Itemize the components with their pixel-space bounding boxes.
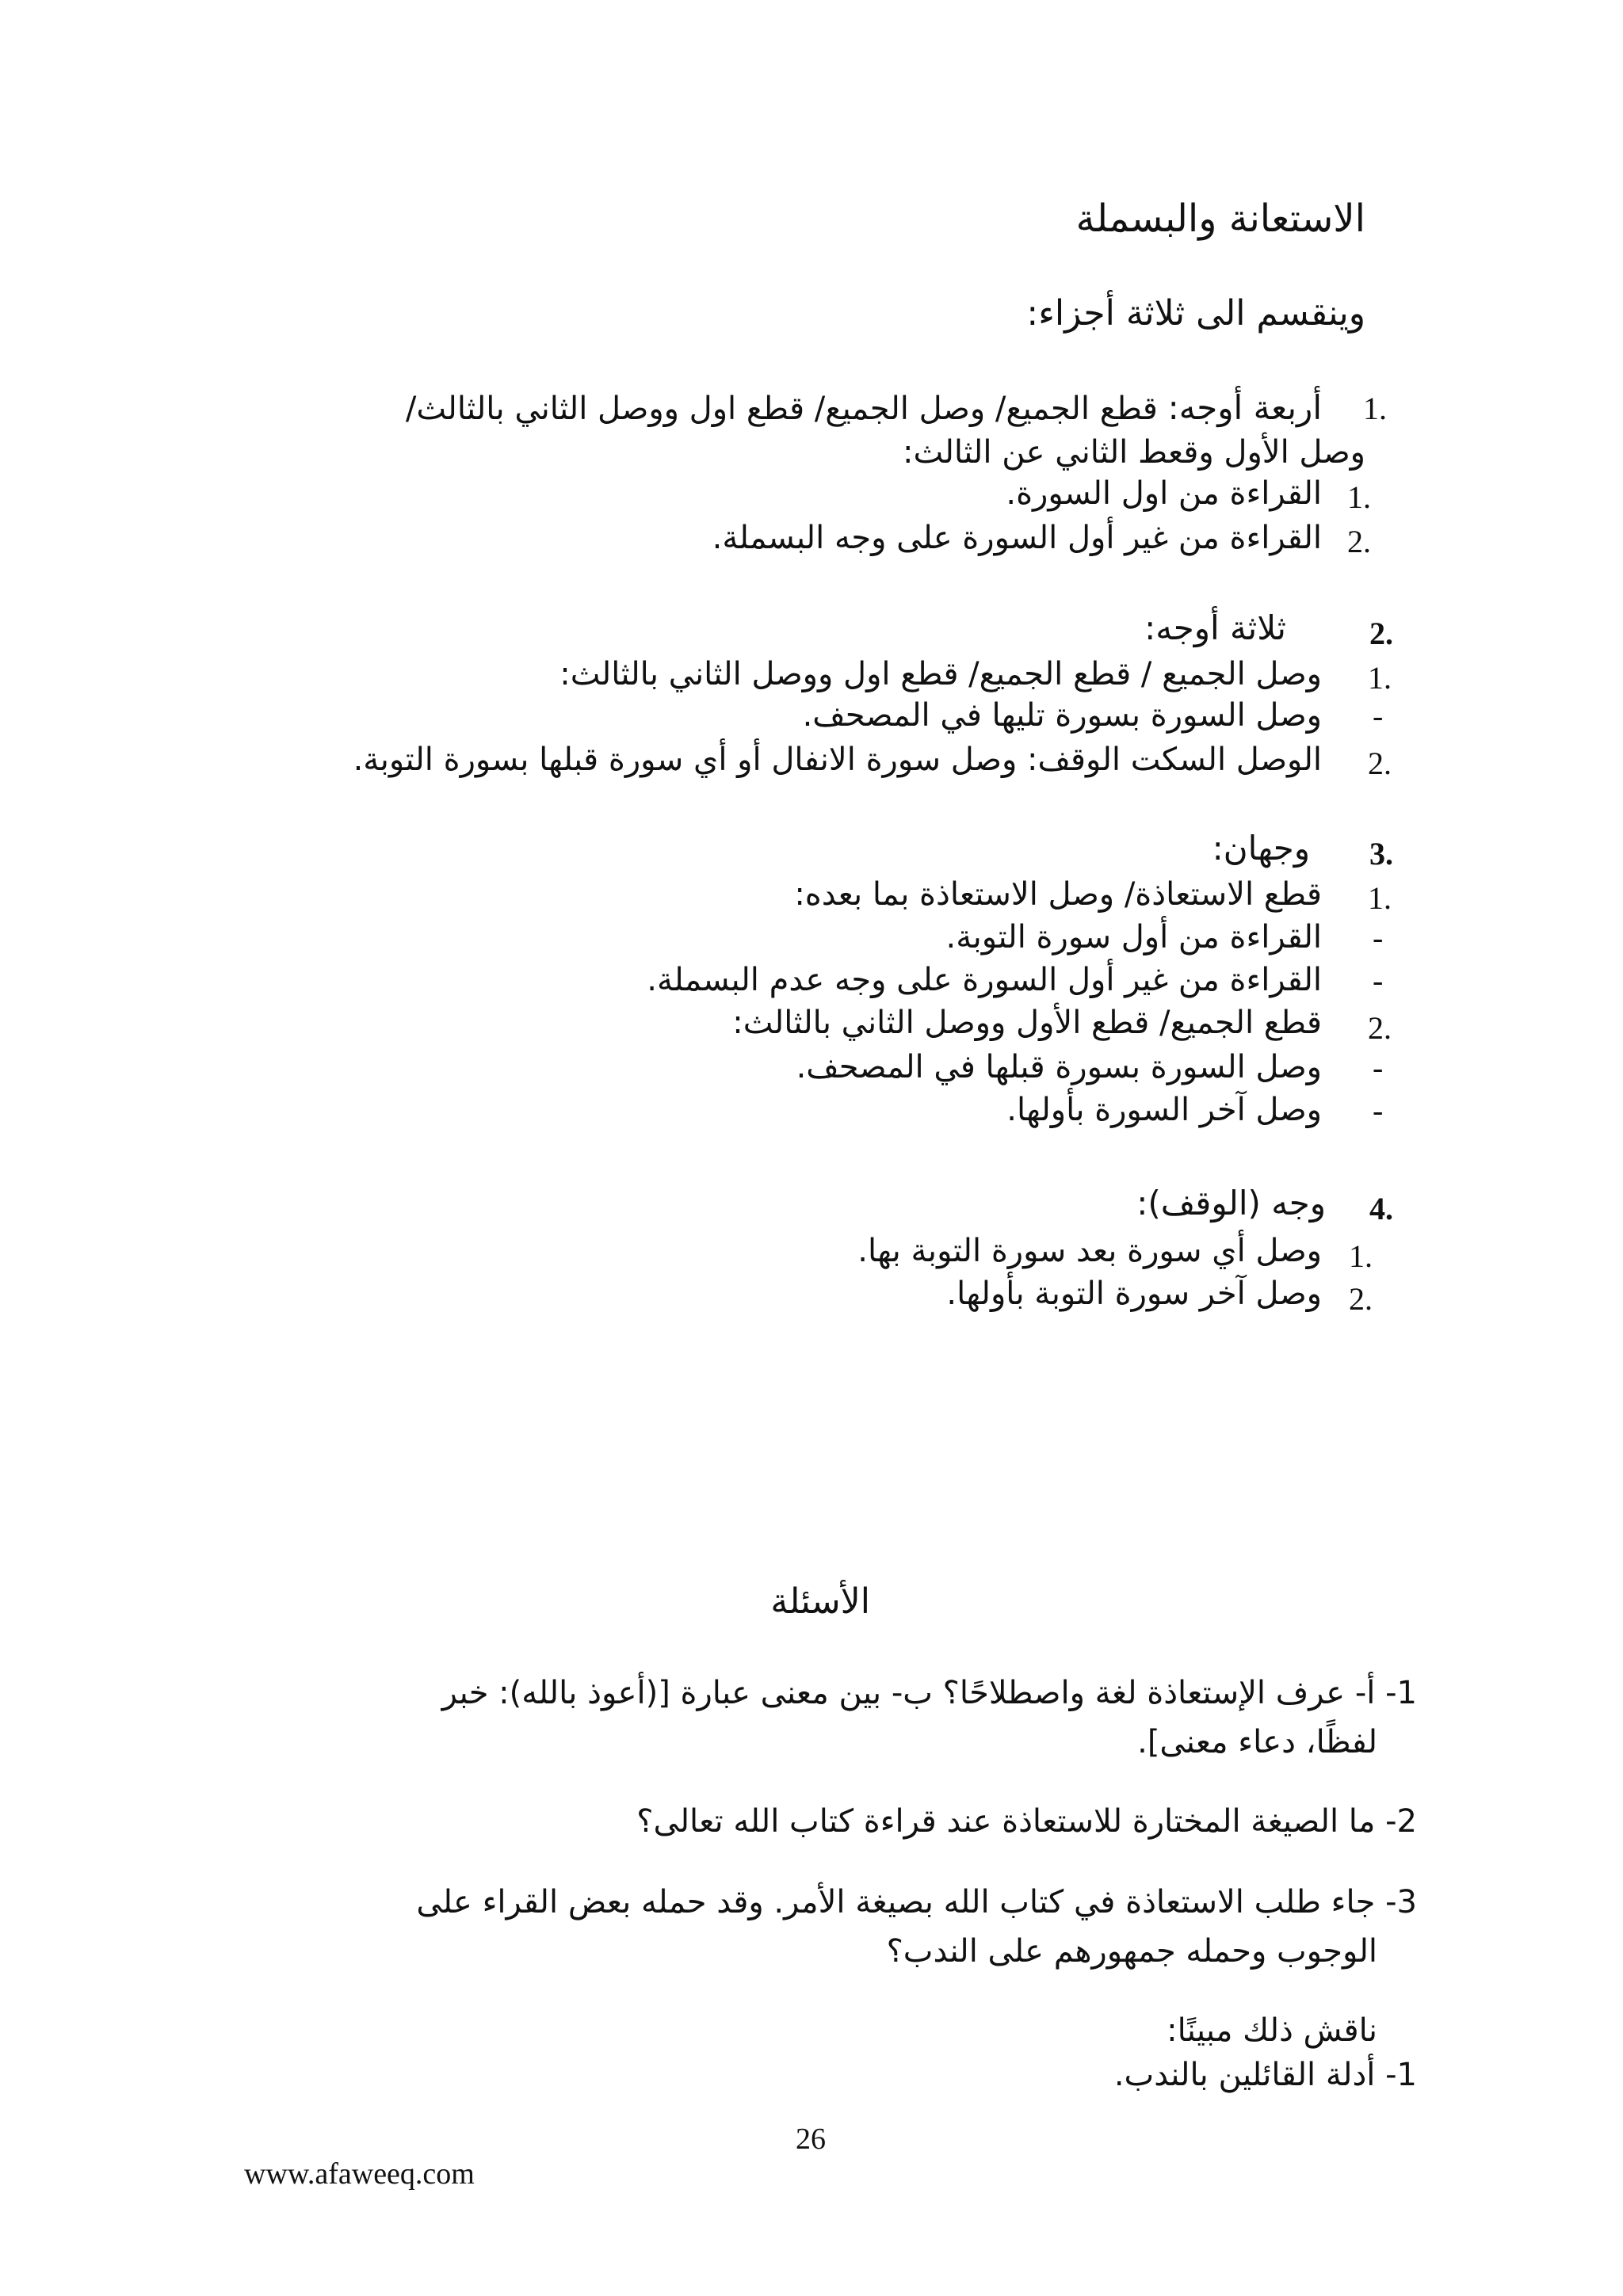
question-1-line-1: 1- أ- عرف الإستعاذة لغة واصطلاحًا؟ ب- بين معنى عبارة [(أعوذ بالله): خبر xyxy=(441,1675,1417,1711)
part-2-item-3-marker: 2. xyxy=(1368,746,1392,781)
part-1-item-2: القراءة من غير أول السورة على وجه البسملة. xyxy=(712,520,1322,556)
part-4-item-1-marker: 1. xyxy=(1349,1238,1373,1274)
part-3-item-6: وصل آخر السورة بأولها. xyxy=(1006,1092,1322,1128)
discuss-item: 1- أدلة القائلين بالندب. xyxy=(1113,2057,1417,2093)
part-1-heading xyxy=(406,388,1322,427)
part-3-item-1-marker: 1. xyxy=(1368,880,1392,916)
part-3-item-4: قطع الجميع/ قطع الأول ووصل الثاني بالثالث: xyxy=(732,1005,1322,1041)
part-2-number: 2. xyxy=(1369,616,1393,651)
intro-text: وينقسم الى ثلاثة أجزاء: xyxy=(1026,293,1365,334)
part-3-item-3: القراءة من غير أول السورة على وجه عدم البسملة. xyxy=(647,962,1322,998)
part-4-number: 4. xyxy=(1369,1191,1393,1226)
part-2-item-3: الوصل السكت الوقف: وصل سورة الانفال أو أي سورة قبلها بسورة التوبة. xyxy=(353,742,1322,778)
question-2: 2- ما الصيغة المختارة للاستعاذة عند قراءة كتاب الله تعالى؟ xyxy=(636,1803,1417,1840)
part-3-item-6-marker: - xyxy=(1373,1093,1384,1128)
part-1-number: 1. xyxy=(1363,391,1387,426)
part-3-item-2: القراءة من أول سورة التوبة. xyxy=(945,919,1322,955)
part-2-item-2: وصل السورة بسورة تليها في المصحف. xyxy=(802,697,1322,734)
part-1-item-2-marker: 2. xyxy=(1347,524,1371,559)
part-4-item-2-marker: 2. xyxy=(1349,1281,1373,1317)
part-3-item-5-marker: - xyxy=(1373,1050,1384,1085)
part-3-heading: وجهان: xyxy=(1212,829,1310,868)
part-3-item-4-marker: 2. xyxy=(1368,1010,1392,1046)
part-1-heading-cont: وصل الأول وقعط الثاني عن الثالث: xyxy=(902,434,1365,471)
part-1-heading-bold: أربعة أوجه: xyxy=(1167,388,1322,427)
part-1-item-1: القراءة من اول السورة. xyxy=(1006,475,1322,512)
part-3-item-1: قطع الاستعاذة/ وصل الاستعاذة بما بعده: xyxy=(794,876,1322,913)
questions-title: الأسئلة xyxy=(770,1581,870,1622)
part-4-item-2: وصل آخر سورة التوبة بأولها. xyxy=(946,1276,1322,1312)
question-3-line-1: 3- جاء طلب الاستعاذة في كتاب الله بصيغة الأمر. وقد حمله بعض القراء على xyxy=(416,1884,1417,1920)
part-4-item-1: وصل أي سورة بعد سورة التوبة بها. xyxy=(857,1233,1322,1269)
part-2-heading: ثلاثة أوجه: xyxy=(1144,608,1286,647)
page-title: الاستعانة والبسملة xyxy=(1075,196,1365,241)
question-1-line-2: لفظًا، دعاء معنى]. xyxy=(1137,1724,1377,1760)
part-2-item-1: وصل الجميع / قطع الجميع/ قطع اول ووصل الثاني بالثالث: xyxy=(559,656,1322,692)
discuss-prompt: ناقش ذلك مبينًا: xyxy=(1167,2012,1377,2049)
part-4-heading: وجه (الوقف): xyxy=(1136,1184,1326,1222)
question-3-line-2: الوجوب وحمله جمهورهم على الندب؟ xyxy=(886,1933,1377,1970)
part-3-item-2-marker: - xyxy=(1373,920,1384,955)
part-2-item-1-marker: 1. xyxy=(1368,660,1392,696)
part-3-item-3-marker: - xyxy=(1373,963,1384,998)
part-3-item-5: وصل السورة بسورة قبلها في المصحف. xyxy=(796,1049,1322,1085)
part-1-item-1-marker: 1. xyxy=(1347,479,1371,515)
part-1-heading-rest: قطع الجميع/ وصل الجميع/ قطع اول ووصل الثاني بالثالث/ xyxy=(405,391,1168,427)
page-number: 26 xyxy=(796,2122,826,2156)
part-2-item-2-marker: - xyxy=(1373,698,1384,734)
footer-url[interactable]: www.afaweeq.com xyxy=(244,2157,475,2191)
part-3-number: 3. xyxy=(1369,836,1393,871)
